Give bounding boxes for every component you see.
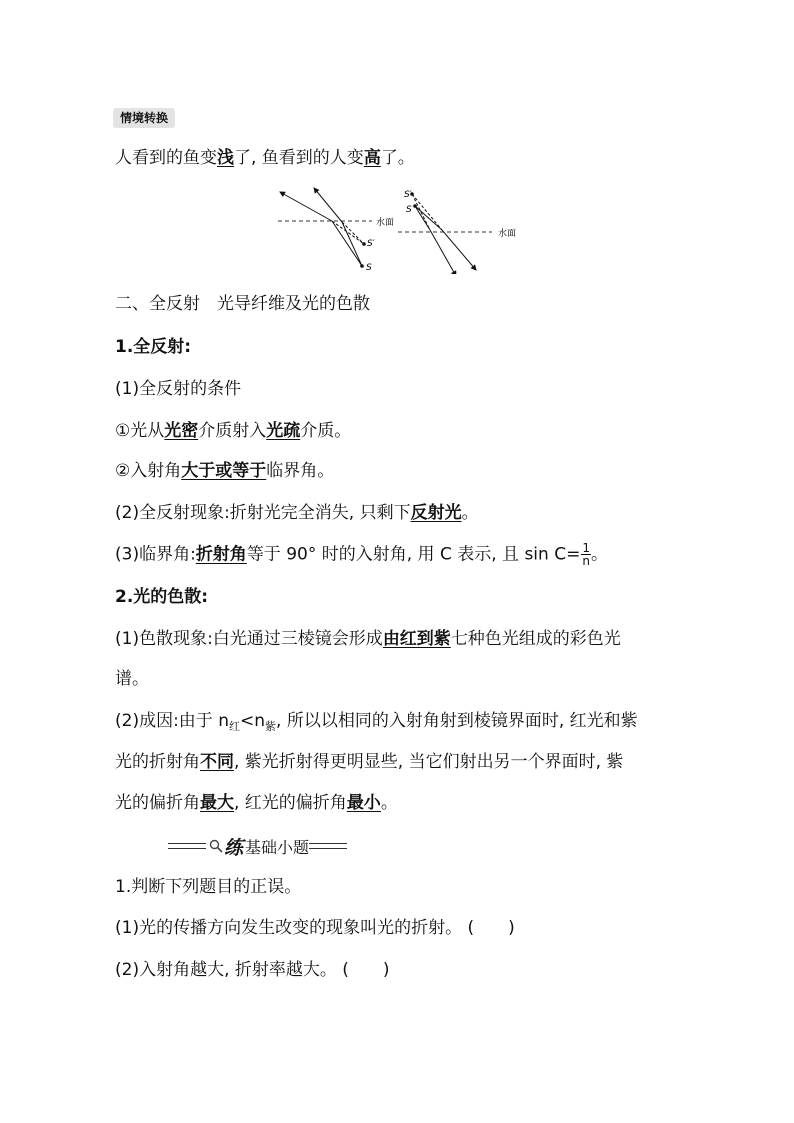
dispersion-phenomenon-cont: 谱。 [115, 669, 149, 689]
section-tag: 情境转换 [113, 108, 175, 128]
practice-label: 练 [224, 836, 244, 859]
fraction-1-over-n: $\frac{1}{n}$ [582, 541, 590, 568]
svg-text:S: S [366, 263, 372, 273]
ray-left-2 [342, 222, 362, 266]
svg-text:水面: 水面 [498, 229, 517, 239]
dispersion-cause-3: 光的偏折角最大, 红光的偏折角最小。 [115, 793, 398, 813]
dispersion-cause-1: (2)成因:由于 $n_红<n_紫$, 所以以相同的入射角射到棱镜界面时, 红光和紫 [115, 711, 638, 733]
tir-condition-1: ①光从光密介质射入光疏介质。 [115, 421, 352, 441]
ray-left-2b [314, 188, 342, 222]
fish-point [360, 264, 364, 268]
section-2-title: 二、全反射 光导纤维及光的色散 [115, 294, 370, 314]
banner-rule-left [168, 843, 206, 849]
person-point [413, 204, 417, 208]
virtual-ray-left-1 [332, 221, 364, 244]
intro-line: 人看到的鱼变浅了, 鱼看到的人变高了。 [115, 148, 415, 168]
ray-left-1b [280, 192, 332, 221]
tir-heading: 1.全反射: [115, 337, 192, 357]
ray-right-2b [442, 230, 476, 270]
svg-text:S′: S′ [367, 239, 375, 249]
tir-phenomenon: (2)全反射现象:折射光完全消失, 只剩下反射光。 [115, 503, 479, 523]
virtual-ray-right-1 [412, 194, 430, 230]
ray-left-1 [332, 221, 362, 266]
tir-critical-angle: (3)临界角:折射角等于 90° 时的入射角, 用 C 表示, 且 sin C= $\frac{1}{n}$ 。 [115, 541, 608, 568]
banner-title: 基础小题 [245, 837, 310, 857]
dispersion-cause-2: 光的折射角不同, 紫光折射得更明显些, 当它们射出另一个界面时, 紫 [115, 752, 624, 772]
question-2: (2)入射角越大, 折射率越大。 ( ) [115, 960, 390, 980]
ray-right-1b [430, 230, 456, 274]
dispersion-heading: 2.光的色散: [115, 587, 209, 607]
svg-text:S′: S′ [404, 190, 412, 200]
question-title: 1.判断下列题目的正误。 [115, 877, 302, 897]
tir-condition-title: (1)全反射的条件 [115, 379, 242, 399]
refraction-figure [272, 184, 532, 274]
magnifier-icon [209, 839, 223, 853]
tir-condition-2: ②入射角大于或等于临界角。 [115, 461, 335, 481]
dispersion-phenomenon: (1)色散现象:白光通过三棱镜会形成由红到紫七种色光组成的彩色光 [115, 629, 621, 649]
svg-text:S: S [406, 205, 412, 215]
question-1: (1)光的传播方向发生改变的现象叫光的折射。 ( ) [115, 918, 515, 938]
banner-rule-right [309, 843, 347, 849]
svg-text:水面: 水面 [376, 218, 395, 228]
fish-image-point [362, 242, 366, 246]
practice-banner [168, 834, 347, 858]
